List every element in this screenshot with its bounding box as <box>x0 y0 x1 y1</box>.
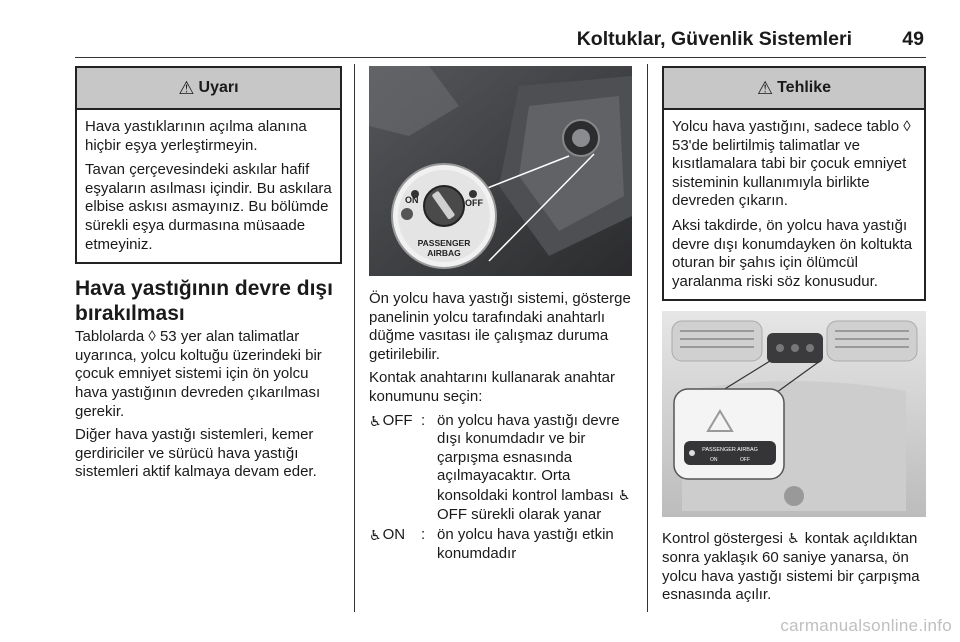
definition-row-on <box>369 526 632 563</box>
danger-box <box>662 66 926 301</box>
warning-paragraph: Tavan çerçevesindeki askılar hafif eşyaların asılması içindir. Bu askılara elbise askısı asmayınız. Bu bölümde sürekli eşya durmasına müsaade etmeyiniz. <box>85 161 332 253</box>
definition-separator: : <box>421 411 426 429</box>
column-2 <box>369 66 632 565</box>
warning-box-header <box>77 68 340 110</box>
warning-paragraph: Hava yastıklarının açılma alanına hiçbir eşya yerleştirmeyin. <box>85 118 307 154</box>
danger-box-header <box>664 68 924 110</box>
switch-position-list <box>369 412 632 564</box>
definition-text: ön yolcu hava yastığı devre dışı konumdadır ve bir çarpışma esnasında açılmayacaktır. Orta konsoldaki kontrol lambası <box>437 411 620 504</box>
warning-box <box>75 66 342 264</box>
definition-text: sürekli olarak yanar <box>467 505 602 523</box>
column-divider-2 <box>647 64 648 612</box>
definition-text: ön yolcu hava yastığı etkin konumdadır <box>437 526 614 562</box>
definition-term-label: ON <box>382 526 406 544</box>
definition-description <box>437 412 632 525</box>
definition-icon-label: OFF <box>437 505 467 523</box>
col2-paragraph: Kontak anahtarını kullanarak anahtar konumunu seçin: <box>369 369 615 405</box>
console-label-off: OFF <box>740 457 750 464</box>
definition-term-label: OFF <box>382 411 413 429</box>
watermark: carmanualsonline.info <box>780 616 952 635</box>
danger-paragraph: Aksi takdirde, ön yolcu hava yastığı devre dışı konumdayken ön koltukta oturan bir şahıs için ölümcül yaralanma riski söz konusudur. <box>672 216 913 290</box>
definition-row-off <box>369 412 632 525</box>
danger-box-title: Tehlike <box>777 79 832 96</box>
airbag-switch-figure <box>369 66 632 276</box>
warning-triangle-icon: ⚠ <box>756 77 774 98</box>
page-header <box>0 22 960 62</box>
page-number: 49 <box>902 28 924 50</box>
danger-paragraph: Yolcu hava yastığını, sadece tablo ◊ 53'de belirtilmiş talimatlar ve kısıtlamalara tabi bir çocuk emniyet sisteminin kullanımıyla birlikte devreden çıkarın. <box>672 118 911 210</box>
warning-box-body <box>77 110 340 262</box>
col2-paragraph: Ön yolcu hava yastığı sistemi, gösterge panelinin yolcu tarafındaki anahtarlı düğme vasıtası ile çalışmaz duruma getirilebilir. <box>369 290 631 363</box>
definition-description <box>437 526 632 563</box>
airbag-off-icon: ♿ <box>617 486 631 503</box>
definition-term <box>369 412 421 525</box>
warning-triangle-icon: ⚠ <box>178 77 195 98</box>
header-rule <box>75 57 926 58</box>
switch-label-airbag: AIRBAG <box>427 248 461 258</box>
airbag-off-icon: ♿ <box>369 412 382 429</box>
switch-label-passenger: PASSENGER <box>417 238 471 248</box>
definition-separator: : <box>421 526 426 544</box>
airbag-on-icon: ♿ <box>369 527 382 544</box>
indicator-text: kontak açıldıktan sonra yaklaşık 60 saniye yanarsa, ön yolcu hava yastığı sistemi bir çarpışma esnasında açılır. <box>662 530 920 604</box>
switch-label-off: OFF <box>465 198 483 208</box>
airbag-on-icon: ♿ <box>787 530 800 547</box>
section-paragraph: Tablolarda ◊ 53 yer alan talimatlar uyarınca, yolcu koltuğu üzerindeki bir çocuk emniyet sistemi için ön yolcu hava yastığının devreden çıkarılması gerekir. <box>75 328 322 420</box>
header-title: Koltuklar, Güvenlik Sistemleri <box>576 28 852 50</box>
console-indicator-figure <box>662 311 926 517</box>
danger-box-body <box>664 110 924 299</box>
indicator-paragraph <box>662 529 926 604</box>
console-label-passenger-airbag: PASSENGER AIRBAG <box>702 447 758 454</box>
column-1 <box>75 66 342 487</box>
console-indicator-illustration <box>662 311 926 517</box>
indicator-text: Kontrol göstergesi <box>662 530 788 548</box>
column-divider-1 <box>354 64 355 612</box>
definition-term <box>369 526 421 563</box>
switch-label-on: ON <box>405 195 419 205</box>
warning-box-title: Uyarı <box>198 79 239 96</box>
console-label-on: ON <box>710 457 718 464</box>
section-paragraph: Diğer hava yastığı sistemleri, kemer gerdiriciler ve sürücü hava yastığı sistemleri aktif kalmaya devam eder. <box>75 426 317 481</box>
section-title: Hava yastığının devre dışı bırakılması <box>75 277 333 326</box>
column-3 <box>662 66 926 610</box>
airbag-switch-illustration <box>369 66 632 276</box>
